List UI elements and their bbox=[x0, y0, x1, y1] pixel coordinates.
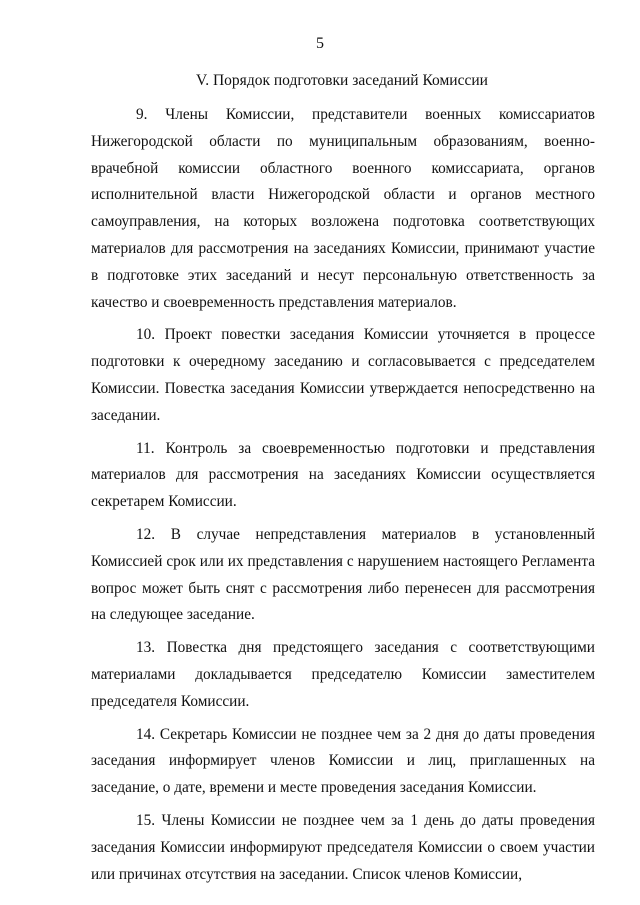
paragraph-text: Повестка дня предстоящего заседания с соответствующими материалами докладывается председателю Комиссии заместителем председателя Комиссии. bbox=[91, 639, 595, 710]
paragraph-text: Проект повестки заседания Комиссии уточняется в процессе подготовки к очередному заседанию и согласовывается с председателем Комиссии. Повестка заседания Комиссии утверждается непосредственно на заседании. bbox=[91, 326, 595, 424]
paragraph-12 bbox=[91, 522, 595, 629]
paragraph-text: Члены Комиссии, представители военных комиссариатов Нижегородской области по муниципальным образованиям, военно-врачебной комиссии областного военного комиссариата, органов исполнительной власти Нижегородской области и органов местного самоуправления, на которых возложена подготовка соответствующих материалов для рассмотрения на заседаниях Комиссии, принимают участие в подготовке этих заседаний и несут персональную ответственность за качество и своевременность представления материалов. bbox=[91, 106, 595, 311]
page-number: 5 bbox=[316, 35, 324, 52]
paragraph-number: 11. bbox=[136, 439, 155, 457]
section-title: V. Порядок подготовки заседаний Комиссии bbox=[196, 72, 488, 89]
paragraph-number: 13. bbox=[136, 639, 156, 657]
paragraph-text: Секретарь Комиссии не позднее чем за 2 дня до даты проведения заседания информирует членов Комиссии и лиц, приглашенных на заседание, о дате, времени и месте проведения заседания Комиссии. bbox=[91, 725, 595, 797]
paragraph-number: 9. bbox=[136, 106, 148, 123]
paragraph-number: 14. bbox=[136, 725, 156, 743]
paragraph-text: Члены Комиссии не позднее чем за 1 день до даты проведения заседания Комиссии информируют председателя Комиссии о своем участии или причинах отсутствия на заседании. Список членов Комиссии, bbox=[91, 811, 595, 883]
paragraph-14 bbox=[91, 722, 595, 802]
paragraph-13 bbox=[91, 635, 595, 715]
paragraph-10 bbox=[91, 322, 595, 429]
paragraph-9 bbox=[91, 102, 595, 316]
paragraph-text: В случае непредставления материалов в установленный Комиссией срок или их представления с нарушением настоящего Регламента вопрос может быть снят с рассмотрения либо перенесен для рассмотрения на следующее заседание. bbox=[91, 525, 596, 624]
paragraph-number: 15. bbox=[136, 811, 156, 829]
paragraph-15 bbox=[91, 808, 595, 888]
paragraph-number: 12. bbox=[136, 525, 156, 543]
paragraph-11 bbox=[91, 436, 595, 516]
paragraph-text: Контроль за своевременностью подготовки и представления материалов для рассмотрения на заседаниях Комиссии осуществляется секретарем Комиссии. bbox=[91, 439, 595, 511]
document-body bbox=[91, 102, 595, 894]
paragraph-number: 10. bbox=[136, 326, 156, 344]
